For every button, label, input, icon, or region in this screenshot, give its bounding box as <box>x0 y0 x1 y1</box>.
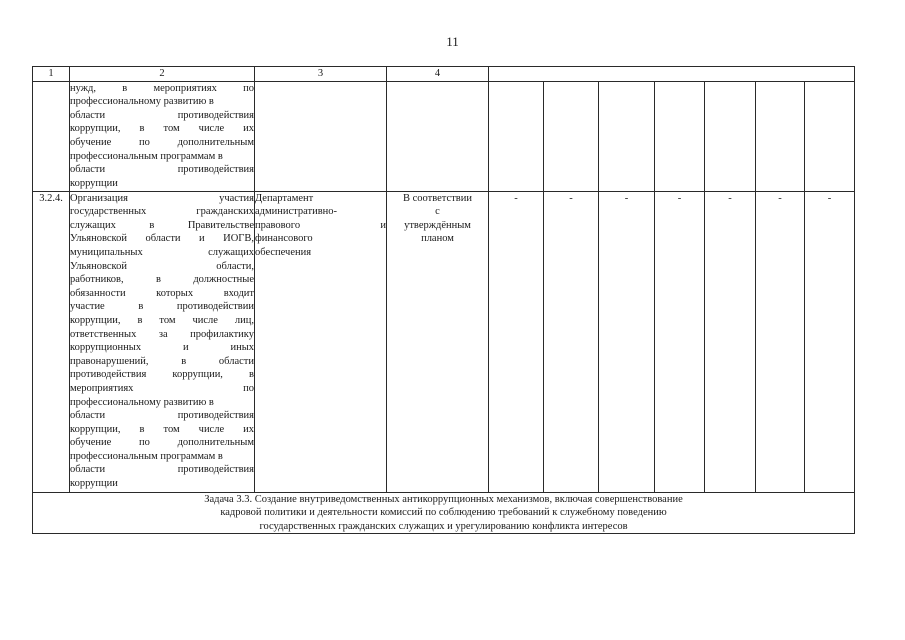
row-executor: Департамент административно- правового и финансового обеспечения <box>255 191 387 492</box>
row-number: 3.2.4. <box>33 191 70 492</box>
funding-dash: - <box>756 191 805 492</box>
funding-dash: - <box>805 191 855 492</box>
header-col-4: 4 <box>387 67 489 82</box>
row-description: Организация участия государственных гражданских служащих в Правительстве Ульяновской области и ИОГВ, муниципальных служащих Ульяновской области, работников, в должностные обязанности которых входит участие в противодействии коррупции, в том числе лиц, ответственных за профилактику коррупционных и иных правонарушений, в области противодействия коррупции, в мероприятиях по профессиональному развитию в области противодействия коррупции, в том числе их обучение по дополнительным профессиональным программам в области противодействия коррупции <box>70 191 255 492</box>
funding-dash: - <box>705 191 756 492</box>
task-row-3-3 <box>33 492 855 534</box>
header-col-3: 3 <box>255 67 387 82</box>
table-header-row <box>33 67 855 82</box>
page-number: 11 <box>446 34 459 49</box>
table-row-continuation <box>33 81 855 191</box>
row-term: В соответствии с утверждённым планом <box>387 191 489 492</box>
header-col-2: 2 <box>70 67 255 82</box>
header-col-years <box>489 67 855 82</box>
plan-table <box>32 66 855 534</box>
cont-description: нужд, в мероприятиях по профессиональному развитию в области противодействия коррупции, в том числе их обучение по дополнительным профессиональным программам в области противодействия коррупции <box>70 81 255 191</box>
funding-dash: - <box>489 191 544 492</box>
header-col-1: 1 <box>33 67 70 82</box>
table-row-3-2-4 <box>33 191 855 492</box>
funding-dash: - <box>544 191 599 492</box>
funding-dash: - <box>655 191 705 492</box>
funding-dash: - <box>599 191 655 492</box>
cont-number-cell <box>33 81 70 191</box>
task-3-3-heading: Задача 3.3. Создание внутриведомственных антикоррупционных механизмов, включая совершенствование кадровой политики и деятельности комиссий по соблюдению требований к служебному поведению государственных гражданских служащих и урегулированию конфликта интересов <box>33 492 855 534</box>
